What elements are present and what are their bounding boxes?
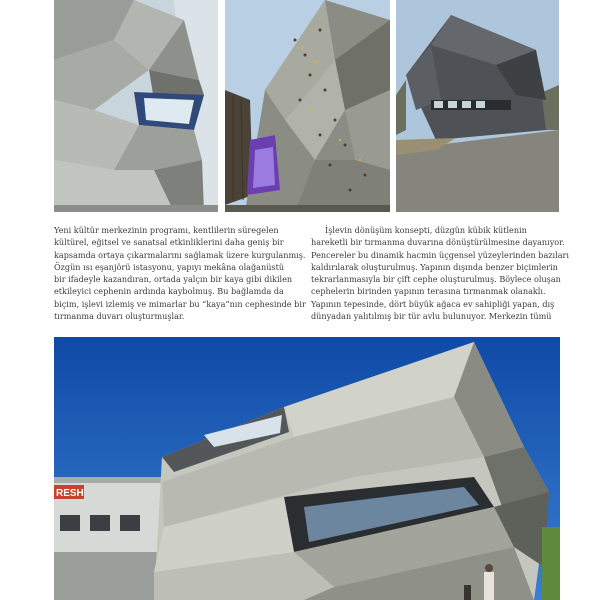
dark-building-photo	[396, 0, 559, 212]
article-text-right-column	[311, 224, 570, 322]
text-line: biçim, işlevi izlemiş ve mimarlar bu “kaya”nın cephesinde bir	[54, 298, 306, 309]
text-line: Yapının tepesinde, dört büyük ağaca ev sahipliği yapan, dış	[311, 298, 555, 309]
article-text-left-column	[54, 224, 306, 322]
text-line: cephelerin birinden yapının terasına tırmanmak olanaklı.	[311, 286, 546, 297]
text-line: etkileyici cephenin ardında kaybolmuş. Bu bağlamda da	[54, 286, 284, 297]
text-line: dünyadan yalıtılmış bir tür avlu bulunuyor. Merkezin tümü	[311, 311, 552, 322]
text-line: tekrarlanmasıyla bir çift cephe oluşturulmuş. Böylece oluşan	[311, 274, 561, 285]
text-line: kültürel, eğitsel ve sanatsal etkinliklerini daha geniş bir	[54, 237, 284, 248]
shop-sign-text: RESH	[56, 488, 84, 499]
climbing-wall-photo	[225, 0, 390, 212]
main-building-photo	[54, 337, 560, 600]
text-line: bir ifadeyle kazandıran, ortada yalçın bir kaya gibi dikilen	[54, 274, 293, 285]
text-line: Özgün ısı eşanjörü istasyonu, yapıyı mekâna olağanüstü	[54, 261, 285, 272]
text-line: İşlevin dönüşüm konsepti, düzgün kübik kütlenin	[325, 225, 527, 235]
text-line: hareketli bir tırmanma duvarına dönüştürülmesine dayanıyor.	[311, 237, 565, 248]
text-line: kaldırılarak oluşturulmuş. Yapının dışında benzer biçimlerin	[311, 261, 558, 272]
text-line: Yeni kültür merkezinin programı, kentlilerin süregelen	[54, 225, 279, 235]
text-line: tırmanma duvarı oluşturmuşlar.	[54, 311, 185, 322]
text-line: kapsamda ortaya çıkarmalarını sağlamak üzere kurgulanmış.	[54, 249, 306, 260]
text-line: Pencereler bu dinamik hacmin üçgensel yüzeylerinden bazıları	[311, 249, 570, 260]
facade-photo-1	[54, 0, 218, 212]
